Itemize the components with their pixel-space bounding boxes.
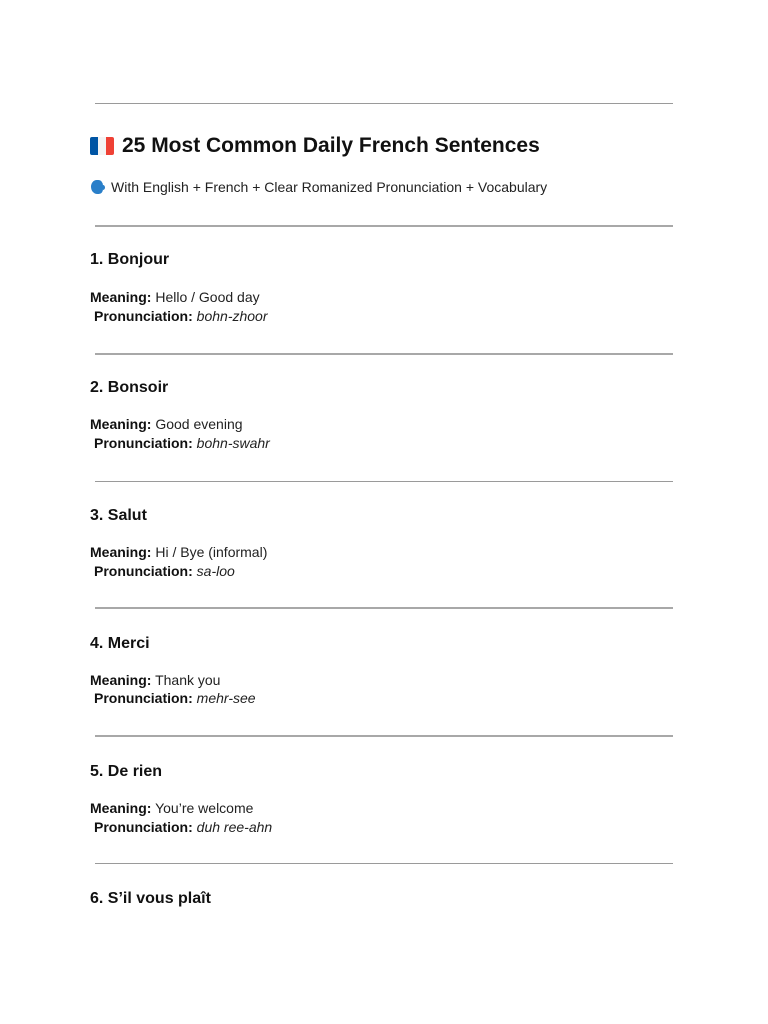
entry-meaning	[90, 289, 260, 305]
pronunciation-value: mehr-see	[196, 690, 256, 706]
pronunciation-value: bohn-zhoor	[196, 308, 268, 324]
meaning-value: Hi / Bye (informal)	[155, 544, 268, 560]
entry-heading: 3. Salut	[90, 507, 147, 524]
entry-heading: 4. Merci	[90, 635, 150, 652]
meaning-value: Hello / Good day	[155, 289, 260, 305]
divider	[95, 863, 673, 864]
entry-pronunciation	[94, 308, 268, 324]
document-subtitle-text: With English + French + Clear Romanized Pronunciation + Vocabulary	[111, 179, 548, 195]
entry-heading: 2. Bonsoir	[90, 379, 169, 396]
entry-meaning	[90, 800, 253, 816]
pronunciation-label: Pronunciation:	[94, 435, 193, 451]
document-title	[90, 134, 540, 158]
french-flag-icon	[90, 137, 114, 155]
meaning-value: Good evening	[155, 416, 243, 432]
meaning-value: You’re welcome	[155, 800, 254, 816]
entry-meaning	[90, 416, 243, 432]
meaning-label: Meaning:	[90, 544, 152, 560]
document-subtitle	[90, 179, 547, 195]
entry-pronunciation	[94, 690, 256, 706]
document-title-text: 25 Most Common Daily French Sentences	[122, 134, 540, 157]
entry-heading: 5. De rien	[90, 763, 163, 780]
pronunciation-label: Pronunciation:	[94, 819, 193, 835]
meaning-label: Meaning:	[90, 672, 152, 688]
pronunciation-label: Pronunciation:	[94, 563, 193, 579]
entry-pronunciation	[94, 563, 235, 579]
pronunciation-value: sa-loo	[196, 563, 235, 579]
meaning-label: Meaning:	[90, 289, 152, 305]
divider	[95, 607, 673, 609]
divider	[95, 103, 673, 104]
divider	[95, 353, 673, 355]
divider	[95, 225, 673, 227]
divider	[95, 481, 673, 482]
entry-pronunciation	[94, 435, 270, 451]
entry-heading: 6. S’il vous plaît	[90, 890, 211, 907]
meaning-label: Meaning:	[90, 416, 152, 432]
meaning-value: Thank you	[155, 672, 221, 688]
entry-meaning	[90, 544, 267, 560]
entry-heading: 1. Bonjour	[90, 251, 170, 268]
entry-pronunciation	[94, 819, 272, 835]
entry-meaning	[90, 672, 220, 688]
meaning-label: Meaning:	[90, 800, 152, 816]
pronunciation-value: duh ree-ahn	[196, 819, 273, 835]
speaking-head-icon	[90, 179, 106, 195]
pronunciation-label: Pronunciation:	[94, 308, 193, 324]
pronunciation-value: bohn-swahr	[196, 435, 270, 451]
pronunciation-label: Pronunciation:	[94, 690, 193, 706]
divider	[95, 735, 673, 737]
